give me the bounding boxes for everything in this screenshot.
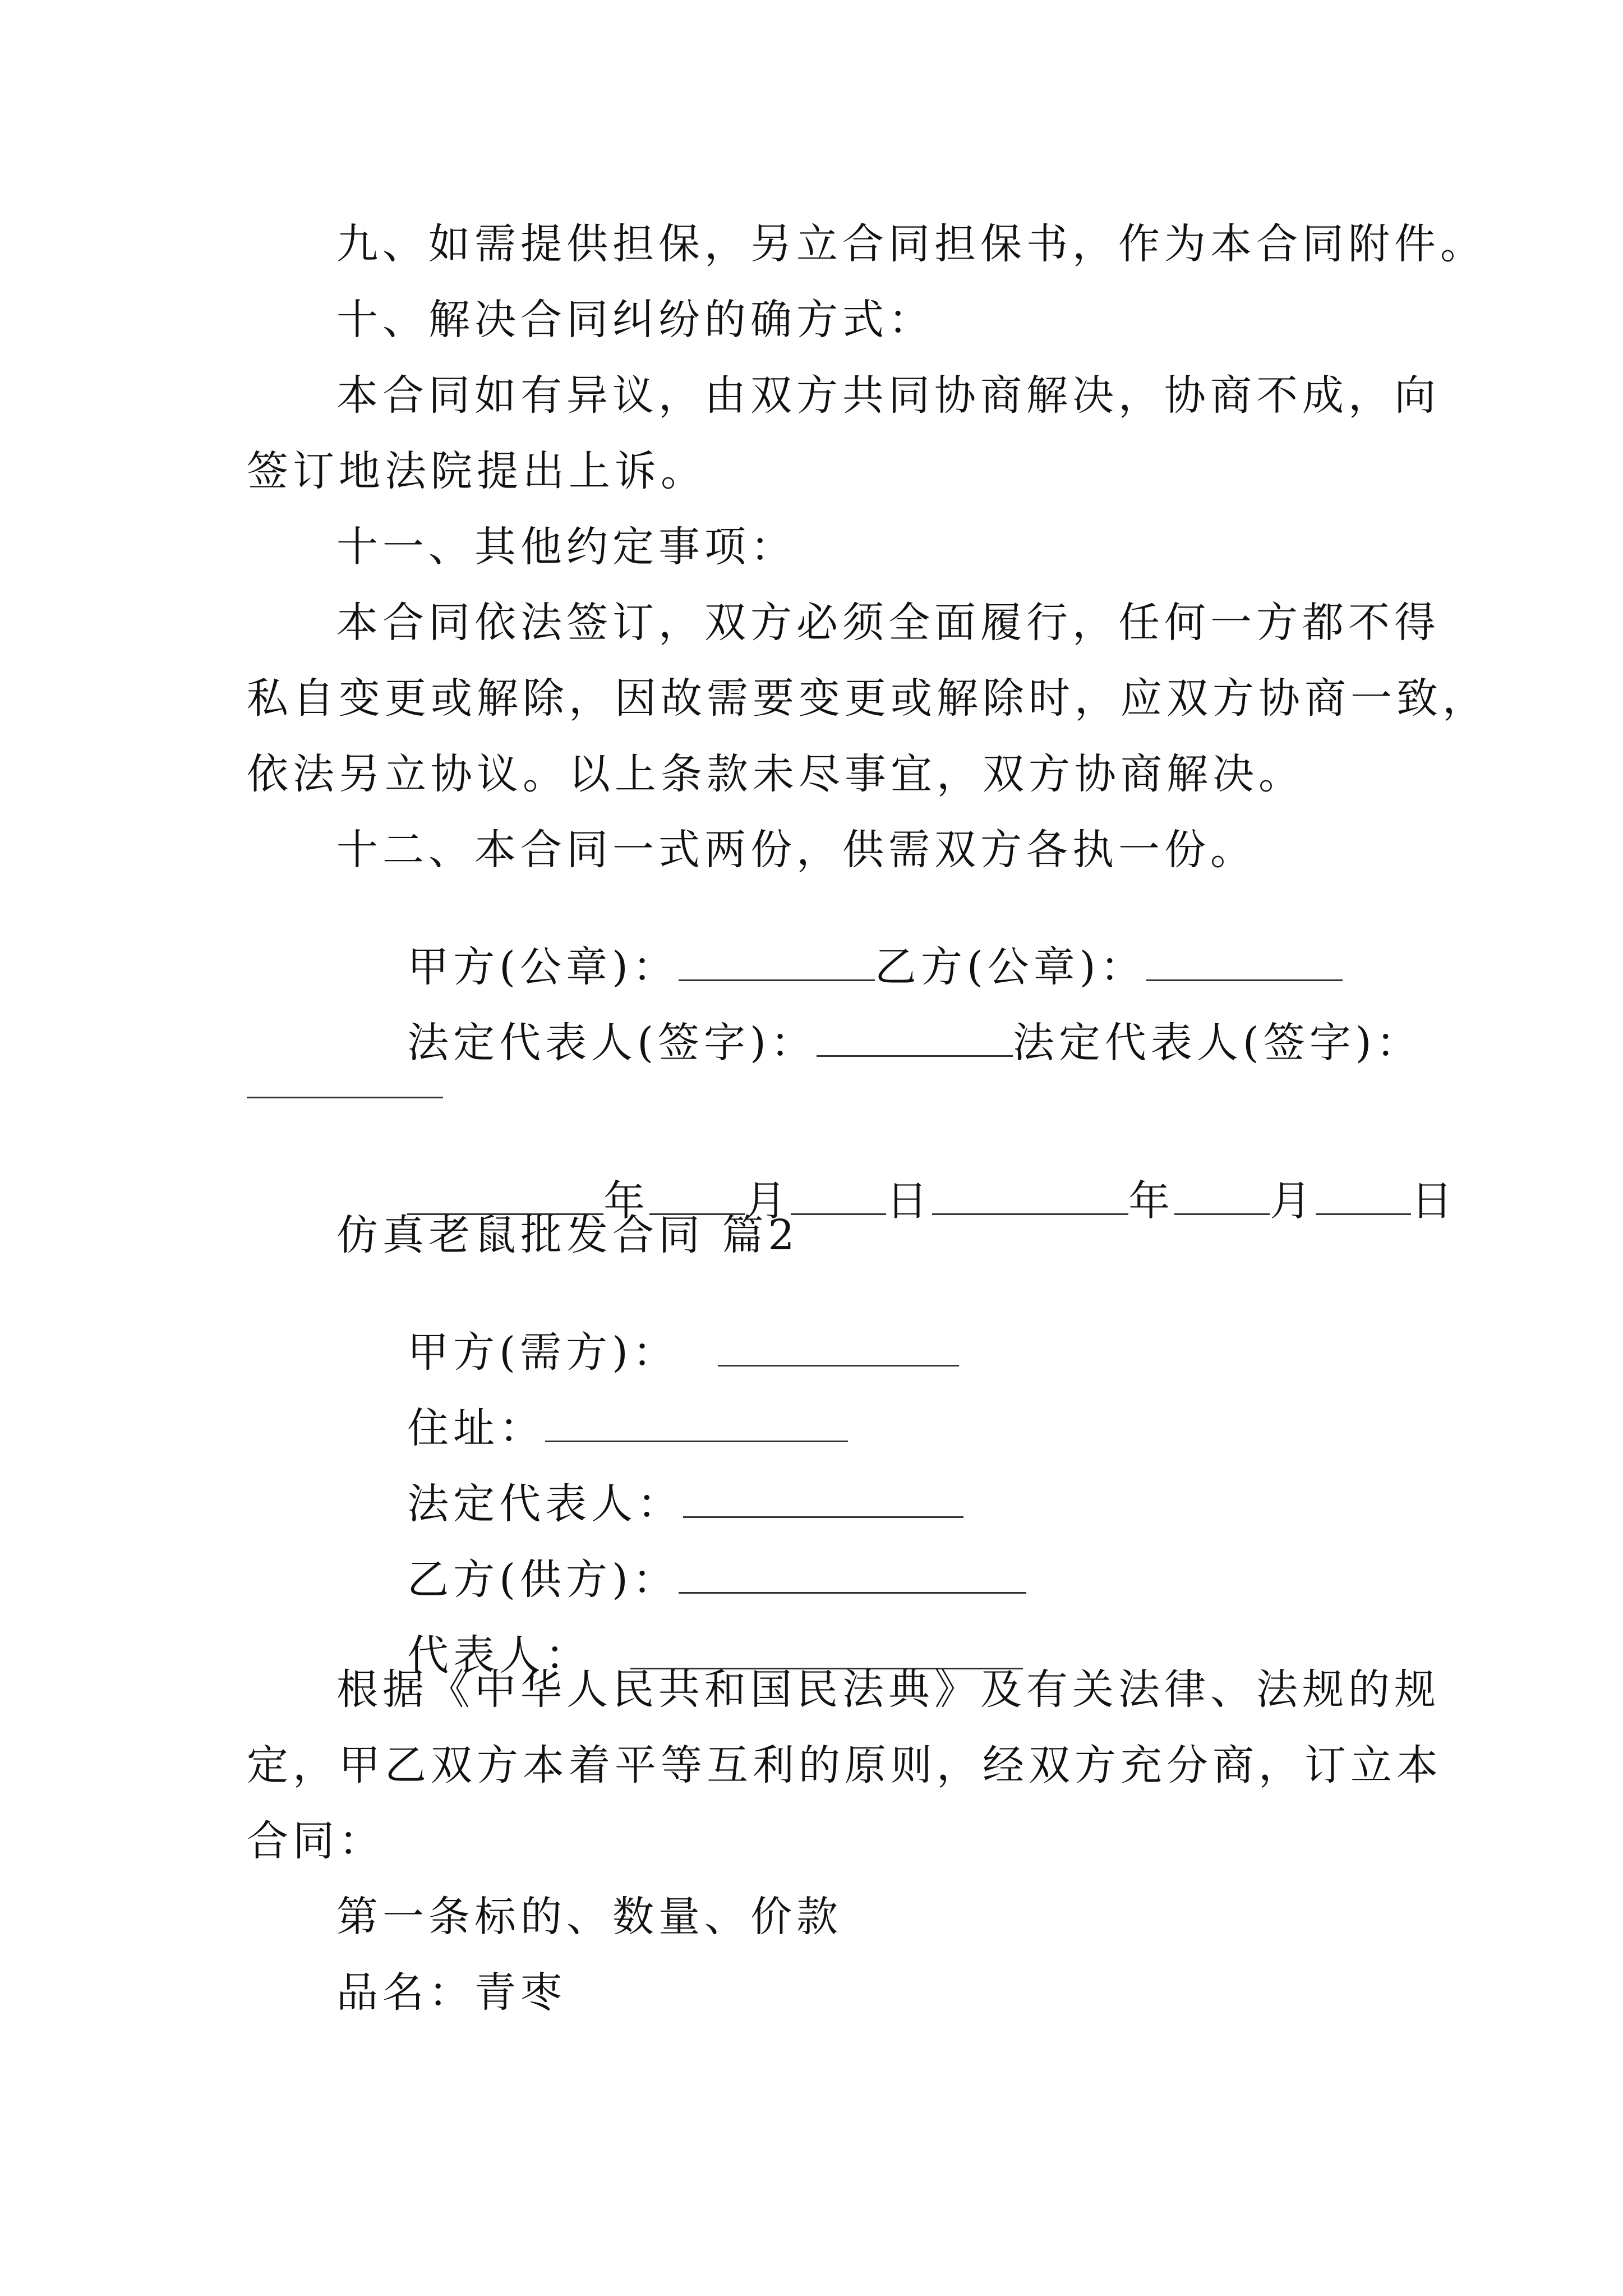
day-blank-a — [791, 1208, 886, 1215]
party-a-seal-label: 甲方(公章)： — [407, 943, 679, 991]
clause-9: 九、如需提供担保，另立合同担保书，作为本合同附件。 — [336, 220, 1486, 268]
rep-b-blank — [247, 1097, 443, 1098]
year-label-a: 年 — [603, 1177, 650, 1225]
clause-10-text-2: 签订地法院提出上诉。 — [247, 447, 707, 495]
section-2-heading: 仿真老鼠批发合同 篇2 — [336, 1211, 799, 1259]
preamble-1: 根据《中华人民共和国民法典》及有关法律、法规的规 — [336, 1665, 1440, 1714]
supplier-label: 乙方(供方)： — [407, 1556, 679, 1604]
legal-rep-label: 法定代表人： — [407, 1480, 684, 1528]
day-label-b: 日 — [1411, 1177, 1458, 1225]
signature-line — [336, 981, 1422, 1105]
buyer-label: 甲方(需方)： — [407, 1328, 679, 1377]
month-label-a: 月 — [745, 1177, 791, 1225]
product-name: 品名：青枣 — [336, 1968, 566, 2017]
day-blank-b — [1316, 1208, 1411, 1215]
clause-10-text-1: 本合同如有异议，由双方共同协商解决，协商不成，向 — [336, 371, 1440, 420]
preamble-2: 定，甲乙双方本着平等互利的原则，经双方充分商，订立本 — [247, 1741, 1442, 1789]
day-label-a: 日 — [886, 1177, 933, 1225]
clause-11-text-3: 依法另立协议。以上条款未尽事宜，双方协商解决。 — [247, 750, 1304, 798]
representative-label: 代表人： — [407, 1631, 592, 1680]
party-b-seal-label: 乙方(公章)： — [874, 943, 1146, 991]
address-label: 住址： — [407, 1404, 546, 1452]
clause-11-heading: 十一、其他约定事项： — [336, 523, 796, 571]
year-blank-b — [932, 1208, 1128, 1215]
clause-11-text-2: 私自变更或解除，因故需要变更或解除时，应双方协商一致， — [247, 674, 1488, 723]
preamble-3: 合同： — [247, 1817, 385, 1865]
clause-12: 十二、本合同一式两份，供需双方各执一份。 — [336, 826, 1256, 874]
year-label-b: 年 — [1128, 1177, 1175, 1225]
rep-a-blank — [817, 1050, 1013, 1057]
rep-b-label: 法定代表人(签字)： — [1012, 1019, 1422, 1067]
clause-10-heading: 十、解决合同纠纷的确方式： — [336, 296, 934, 344]
article-1-heading: 第一条标的、数量、价款 — [336, 1893, 842, 1941]
month-blank-b — [1174, 1208, 1270, 1215]
rep-a-label: 法定代表人(签字)： — [407, 1019, 817, 1067]
clause-11-text-1: 本合同依法签订，双方必须全面履行，任何一方都不得 — [336, 599, 1440, 647]
month-label-b: 月 — [1270, 1177, 1316, 1225]
